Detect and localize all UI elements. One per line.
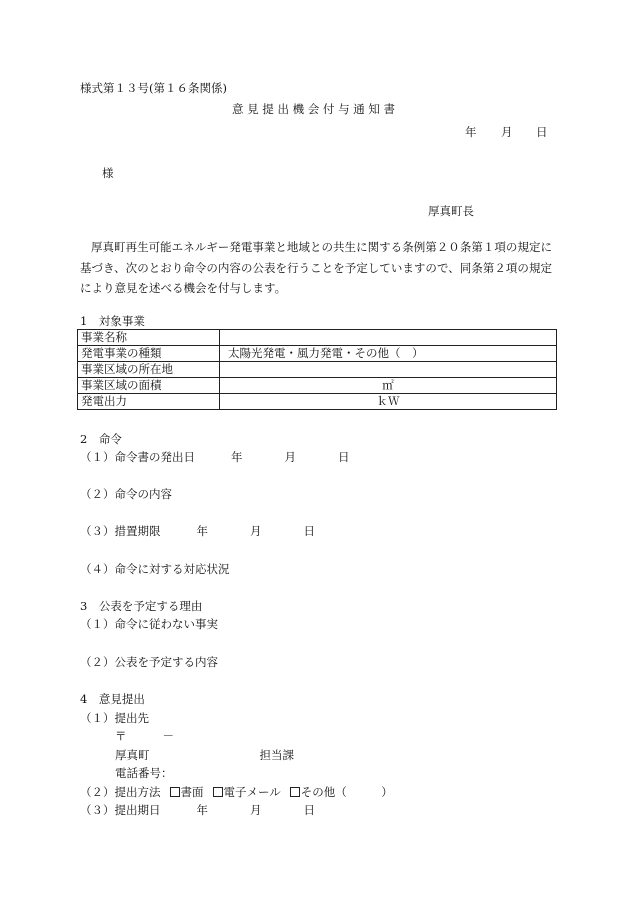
table-row (78, 330, 557, 346)
table-row (78, 362, 557, 378)
row-label: 事業区域の面積 (78, 378, 220, 394)
target-project-table (77, 329, 557, 410)
submission-destination: （１）提出先 (80, 711, 149, 725)
table-row (78, 394, 557, 410)
checkbox-other[interactable] (290, 787, 300, 797)
checkbox-paper[interactable] (170, 787, 180, 797)
row-value (220, 330, 557, 346)
section-1-title: 1 対象事業 (80, 314, 145, 328)
checkbox-email[interactable] (213, 787, 223, 797)
document-title: 意 見 提 出 機 会 付 与 通 知 書 (232, 102, 396, 116)
row-value: 太陽光発電・風力発電・その他（ ） (220, 346, 557, 362)
order-issue-date-line: （１）命令書の発出日 年 月 日 (80, 450, 350, 464)
publication-content-line: （２）公表を予定する内容 (80, 655, 218, 669)
section-2-title: 2 命令 (80, 432, 122, 446)
row-value (220, 362, 557, 378)
submission-method-line: （２）提出方法 書面 電子メール その他（ ） (80, 785, 393, 799)
postal-line: 〒 － (115, 729, 174, 743)
row-label: 発電出力 (78, 394, 220, 410)
row-label: 事業区域の所在地 (78, 362, 220, 378)
row-label: 事業名称 (78, 330, 220, 346)
row-value: ㎡ (220, 378, 557, 394)
form-number: 様式第１３号(第１６条関係) (80, 81, 227, 95)
non-compliance-line: （１）命令に従わない事実 (80, 617, 218, 631)
section-4-title: 4 意見提出 (80, 692, 145, 706)
row-label: 発電事業の種類 (78, 346, 220, 362)
table-row (78, 378, 557, 394)
deadline-line: （３）措置期限 年 月 日 (80, 524, 315, 538)
table-row (78, 346, 557, 362)
notice-body: 厚真町再生可能エネルギー発電事業と地域との共生に関する条例第２０条第１項の規定に基づき、次のとおり命令の内容の公表を行うことを予定していますので、同条第２項の規定により意見を述べる機会を付与します。 (80, 240, 552, 295)
submission-deadline-line: （３）提出期日 年 月 日 (80, 803, 315, 817)
section-3-title: 3 公表を予定する理由 (80, 599, 203, 613)
order-content-line: （２）命令の内容 (80, 487, 172, 501)
sender: 厚真町長 (428, 204, 474, 218)
postal-mark-icon: 〒 (115, 729, 127, 743)
address-line: 厚真町 担当課 (115, 748, 294, 762)
response-status-line: （４）命令に対する対応状況 (80, 562, 230, 576)
phone-line: 電話番号： (115, 766, 173, 780)
addressee: 様 (102, 166, 114, 180)
row-value: ｋＷ (220, 394, 557, 410)
